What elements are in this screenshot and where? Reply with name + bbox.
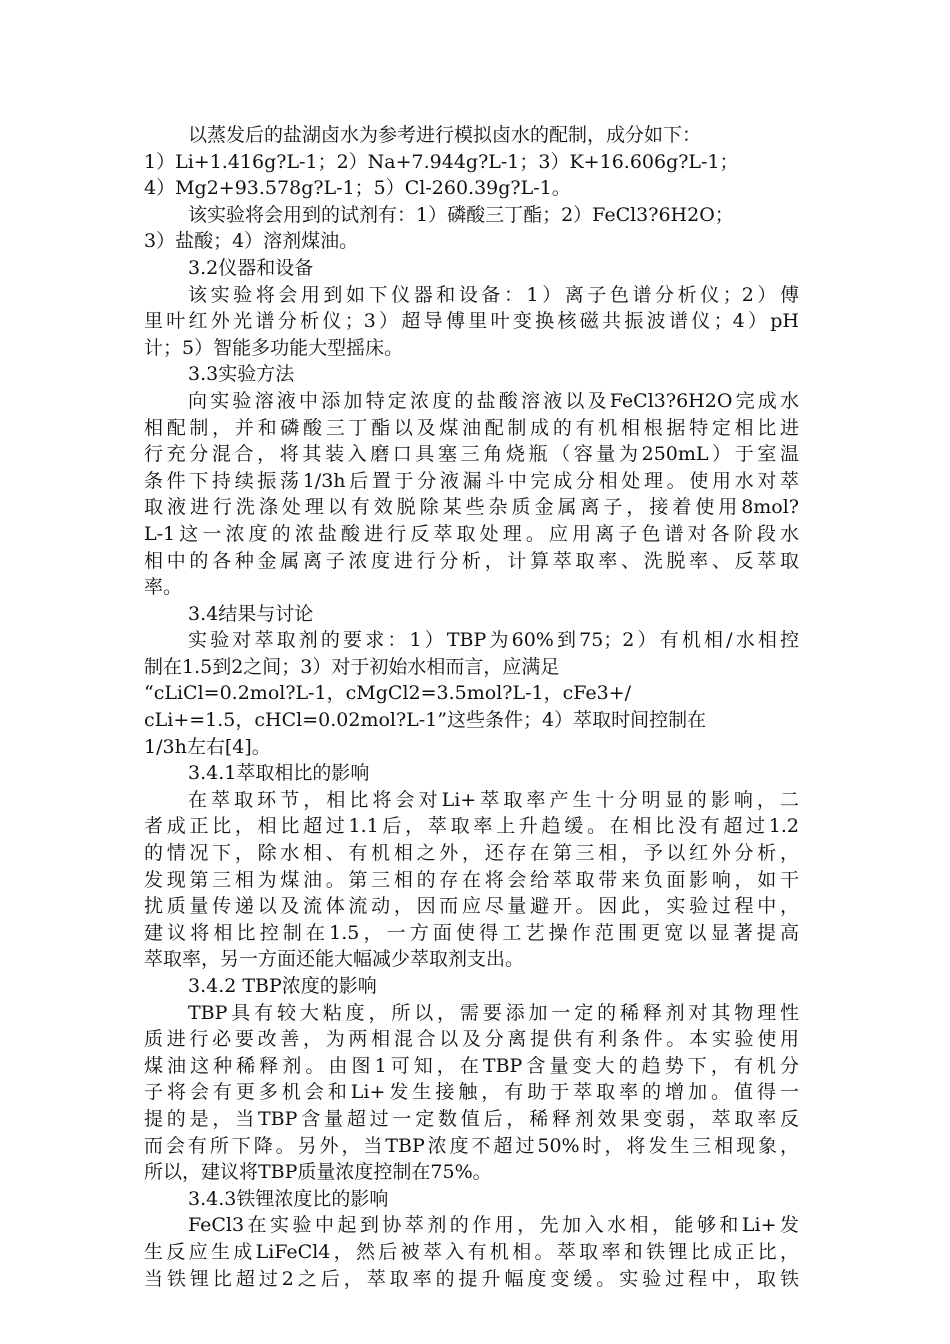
text-line: L-1这一浓度的浓盐酸进行反萃取处理。应用离子色谱对各阶段水 xyxy=(144,522,799,545)
text-line: 1）Li+1.416g?L-1；2）Na+7.944g?L-1；3）K+16.606g?L-1； xyxy=(144,150,739,173)
text-line: 该实验将会用到如下仪器和设备：1）离子色谱分析仪；2）傅 xyxy=(188,283,799,306)
text-line: 在萃取环节，相比将会对Li+萃取率产生十分明显的影响，二 xyxy=(188,788,799,811)
text-line: 子将会有更多机会和Li+发生接触，有助于萃取率的增加。值得一 xyxy=(144,1081,799,1104)
text-line: 3.4结果与讨论 xyxy=(188,602,314,625)
text-line: 发现第三相为煤油。第三相的存在将会给萃取带来负面影响，如干 xyxy=(144,868,799,891)
text-line: 相配制，并和磷酸三丁酯以及煤油配制成的有机相根据特定相比进 xyxy=(144,416,799,439)
text-line: 萃取率，另一方面还能大幅减少萃取剂支出。 xyxy=(144,948,525,971)
text-line: 条件下持续振荡1/3h后置于分液漏斗中完成分相处理。使用水对萃 xyxy=(144,469,799,492)
text-line: 行充分混合，将其装入磨口具塞三角烧瓶（容量为250mL）于室温 xyxy=(144,443,799,466)
body-text xyxy=(144,122,799,1292)
text-line: 煤油这种稀释剂。由图1可知，在TBP含量变大的趋势下，有机分 xyxy=(144,1054,799,1077)
text-line: 实验对萃取剂的要求：1）TBP为60%到75；2）有机相/水相控 xyxy=(188,629,799,652)
text-line: 所以，建议将TBP质量浓度控制在75%。 xyxy=(144,1161,492,1184)
text-line: 3.4.2 TBP浓度的影响 xyxy=(188,975,377,997)
text-line: “cLiCl=0.2mol?L-1，cMgCl2=3.5mol?L-1，cFe3+/ xyxy=(144,682,632,705)
text-line: 相中的各种金属离子浓度进行分析，计算萃取率、洗脱率、反萃取 xyxy=(144,549,799,572)
text-line: 3.4.3铁锂浓度比的影响 xyxy=(188,1187,389,1210)
text-line: 制在1.5到2之间；3）对于初始水相而言，应满足 xyxy=(144,655,560,678)
text-line: 生反应生成LiFeCl4，然后被萃入有机相。萃取率和铁锂比成正比， xyxy=(144,1240,799,1263)
text-line: 取液进行洗涤处理以有效脱除某些杂质金属离子，接着使用8mol? xyxy=(144,496,799,519)
text-line: 3.4.1萃取相比的影响 xyxy=(188,762,370,785)
text-line: 计；5）智能多功能大型摇床。 xyxy=(144,336,404,359)
text-line: 者成正比，相比超过1.1后，萃取率上升趋缓。在相比没有超过1.2 xyxy=(144,815,799,838)
text-line: 4）Mg2+93.578g?L-1；5）Cl-260.39g?L-1。 xyxy=(144,177,571,200)
text-line: 提的是，当TBP含量超过一定数值后，稀释剂效果变弱，萃取率反 xyxy=(144,1107,799,1130)
text-line: 3.2仪器和设备 xyxy=(188,256,314,279)
text-line: 向实验溶液中添加特定浓度的盐酸溶液以及FeCl3?6H2O完成水 xyxy=(188,389,799,412)
text-line: 率。 xyxy=(144,576,183,599)
text-line: 里叶红外光谱分析仪；3）超导傅里叶变换核磁共振波谱仪；4）pH xyxy=(144,310,799,333)
text-line: 3）盐酸；4）溶剂煤油。 xyxy=(144,230,359,253)
text-line: 3.3实验方法 xyxy=(188,363,295,386)
text-line: 以蒸发后的盐湖卤水为参考进行模拟卤水的配制，成分如下： xyxy=(188,124,702,146)
text-line: 质进行必要改善，为两相混合以及分离提供有利条件。本实验使用 xyxy=(144,1028,799,1051)
text-line: TBP具有较大粘度，所以，需要添加一定的稀释剂对其物理性 xyxy=(188,1001,799,1024)
text-line: 该实验将会用到的试剂有：1）磷酸三丁酯；2）FeCl3?6H2O； xyxy=(188,203,734,226)
text-line: FeCl3在实验中起到协萃剂的作用，先加入水相，能够和Li+发 xyxy=(188,1214,799,1237)
text-line: 而会有所下降。另外，当TBP浓度不超过50%时，将发生三相现象， xyxy=(144,1134,799,1157)
text-line: 扰质量传递以及流体流动，因而应尽量避开。因此，实验过程中， xyxy=(144,895,799,918)
text-line: 的情况下，除水相、有机相之外，还存在第三相，予以红外分析， xyxy=(144,842,799,865)
text-line: cLi+=1.5，cHCl=0.02mol?L-1”这些条件；4）萃取时间控制在 xyxy=(144,709,707,732)
text-line: 建议将相比控制在1.5，一方面使得工艺操作范围更宽以显著提高 xyxy=(144,921,799,944)
text-line: 当铁锂比超过2之后，萃取率的提升幅度变缓。实验过程中，取铁 xyxy=(144,1267,799,1290)
text-line: 1/3h左右[4]。 xyxy=(144,735,271,758)
